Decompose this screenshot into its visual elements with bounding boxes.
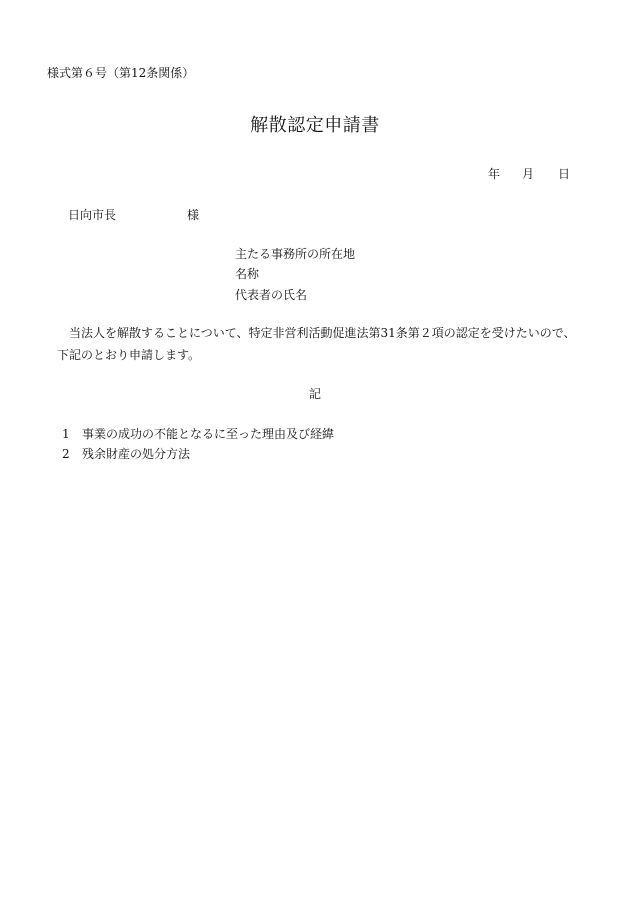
addressee-honorific: 様 xyxy=(187,208,200,222)
applicant-representative-label: 代表者の氏名 xyxy=(235,288,308,302)
list-item-text: 事業の成功の不能となるに至った理由及び経緯 xyxy=(82,427,335,441)
addressee-name: 日向市長 xyxy=(68,208,117,222)
date-day-label: 日 xyxy=(558,167,571,181)
list-item-number: 1 xyxy=(62,427,70,441)
applicant-name-label: 名称 xyxy=(235,267,260,281)
form-number: 様式第６号（第12条関係） xyxy=(47,66,195,80)
list-item-number: 2 xyxy=(62,447,70,461)
date-month-label: 月 xyxy=(522,167,535,181)
document-title: 解散認定申請書 xyxy=(250,115,380,136)
body-paragraph: 当法人を解散することについて、特定非営利活動促進法第31条第２項の認定を受けたいので、下記のとおり申請します。 xyxy=(57,326,576,362)
ki-heading: 記 xyxy=(308,387,321,401)
applicant-office-label: 主たる事務所の所在地 xyxy=(235,247,356,261)
date-year-label: 年 xyxy=(488,167,501,181)
list-item xyxy=(62,425,334,442)
list-item-text: 残余財産の処分方法 xyxy=(82,447,191,461)
list-item xyxy=(62,445,190,462)
